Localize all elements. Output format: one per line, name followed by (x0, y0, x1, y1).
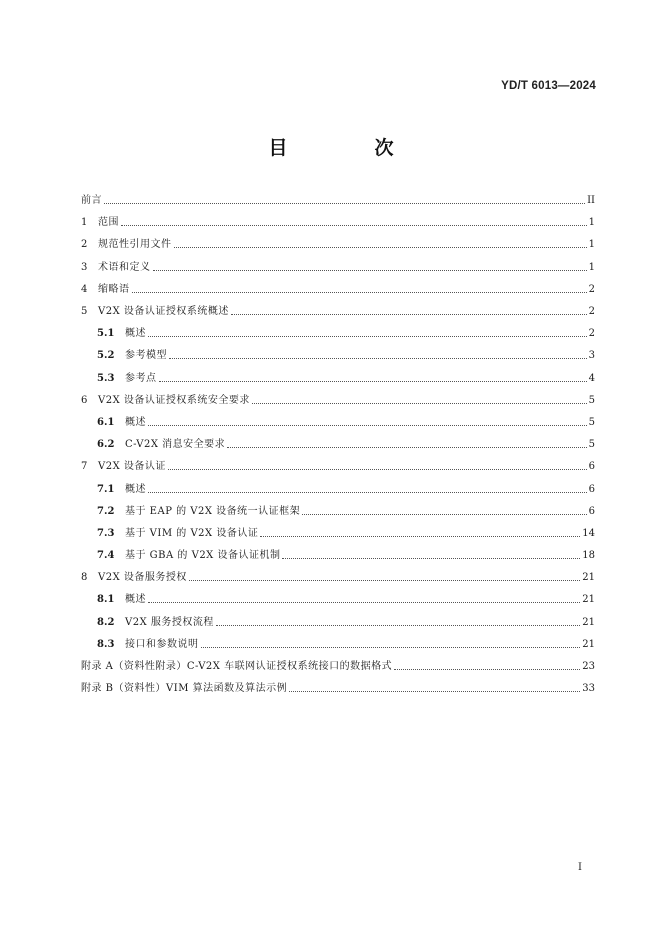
toc-entry-title: 范围 (98, 217, 119, 229)
toc-leader-dots (227, 446, 586, 448)
toc-entry-title: 附录 B（资料性）VIM 算法函数及算法示例 (81, 683, 288, 695)
toc-entry-number: 4 (81, 283, 88, 295)
toc-entry-page: 2 (588, 283, 595, 295)
toc-leader-dots (231, 313, 587, 315)
toc-leader-dots (148, 335, 587, 337)
toc-entry-title: 前言 (81, 195, 102, 207)
toc-entry-page: 23 (582, 661, 595, 673)
toc-leader-dots (148, 424, 587, 426)
toc-entry-number: 5.3 (97, 372, 115, 384)
toc-entry[interactable] (81, 545, 595, 567)
toc-entry-page: 6 (588, 461, 595, 473)
toc-entry-number: 6.1 (97, 416, 115, 428)
toc-leader-dots (189, 579, 580, 581)
toc-entry[interactable] (81, 301, 595, 323)
toc-entry-number: 6 (81, 394, 88, 406)
toc-leader-dots (148, 601, 580, 603)
toc-entry-title: V2X 设备认证授权系统概述 (98, 306, 229, 318)
toc-entry[interactable] (81, 612, 595, 634)
page-number: I (578, 862, 582, 873)
toc-leader-dots (289, 690, 580, 692)
toc-leader-dots (282, 557, 580, 559)
toc-entry[interactable] (81, 678, 595, 700)
toc-leader-dots (260, 535, 580, 537)
toc-entry[interactable] (81, 501, 595, 523)
toc-entry-number: 1 (81, 217, 88, 229)
toc-entry-number: 6.2 (97, 439, 115, 451)
toc-leader-dots (159, 380, 587, 382)
toc-entry-title: 基于 VIM 的 V2X 设备认证 (125, 527, 259, 539)
toc-entry-page: 5 (588, 394, 595, 406)
toc-entry-number: 5 (81, 306, 88, 318)
toc-entry-page: 2 (588, 306, 595, 318)
toc-leader-dots (169, 357, 587, 359)
toc-entry-number: 5.2 (97, 350, 115, 362)
toc-entry-title: 接口和参数说明 (125, 638, 199, 650)
toc-entry[interactable] (81, 190, 595, 212)
toc-entry-page: 14 (582, 527, 595, 539)
toc-entry-page: II (587, 195, 595, 207)
toc-entry[interactable] (81, 257, 595, 279)
toc-leader-dots (201, 646, 581, 648)
toc-entry-page: 6 (588, 483, 595, 495)
toc-entry-number: 8 (81, 572, 88, 584)
toc-entry-number: 2 (81, 239, 88, 251)
toc-leader-dots (168, 468, 587, 470)
toc-entry[interactable] (81, 478, 595, 500)
toc-entry-title: 缩略语 (98, 283, 130, 295)
toc-entry-number: 7.2 (97, 505, 115, 517)
toc-entry-page: 21 (582, 572, 595, 584)
toc-entry-page: 21 (582, 616, 595, 628)
toc-entry-page: 6 (588, 505, 595, 517)
toc-entry-number: 7.4 (97, 550, 115, 562)
toc-entry[interactable] (81, 212, 595, 234)
toc-entry[interactable] (81, 434, 595, 456)
toc-entry-title: 概述 (125, 483, 146, 495)
toc-leader-dots (252, 402, 587, 404)
toc-leader-dots (121, 224, 587, 226)
toc-entry-title: 基于 GBA 的 V2X 设备认证机制 (125, 550, 281, 562)
toc-entry-title: 概述 (125, 328, 146, 340)
toc-entry-title: 术语和定义 (98, 261, 151, 273)
toc-leader-dots (104, 202, 585, 204)
toc-entry-number: 3 (81, 261, 88, 273)
toc-entry[interactable] (81, 656, 595, 678)
toc-entry-page: 5 (588, 439, 595, 451)
toc-entry-number: 8.1 (97, 594, 115, 606)
toc-leader-dots (148, 491, 587, 493)
document-code: YD/T 6013—2024 (501, 80, 596, 92)
toc-entry[interactable] (81, 589, 595, 611)
toc-leader-dots (394, 668, 580, 670)
toc-entry-title: 基于 EAP 的 V2X 设备统一认证框架 (125, 505, 301, 517)
toc-list (81, 190, 595, 700)
toc-entry-page: 5 (588, 416, 595, 428)
toc-entry-title: 规范性引用文件 (98, 239, 172, 251)
toc-entry-title: 附录 A（资料性附录）C-V2X 车联网认证授权系统接口的数据格式 (81, 661, 393, 673)
toc-entry-page: 33 (582, 683, 595, 695)
toc-entry-title: V2X 设备服务授权 (98, 572, 187, 584)
toc-entry-title: 参考模型 (125, 350, 167, 362)
toc-leader-dots (302, 513, 586, 515)
toc-entry[interactable] (81, 634, 595, 656)
toc-entry-number: 5.1 (97, 328, 115, 340)
toc-leader-dots (132, 291, 587, 293)
toc-entry-title: C-V2X 消息安全要求 (125, 439, 226, 451)
toc-entry-number: 7.3 (97, 527, 115, 539)
toc-entry[interactable] (81, 456, 595, 478)
toc-entry-title: 参考点 (125, 372, 157, 384)
toc-entry-page: 21 (582, 638, 595, 650)
toc-entry[interactable] (81, 279, 595, 301)
toc-entry-title: 概述 (125, 594, 146, 606)
toc-entry[interactable] (81, 523, 595, 545)
toc-entry-page: 18 (582, 550, 595, 562)
toc-entry-page: 4 (588, 372, 595, 384)
toc-entry-page: 3 (588, 350, 595, 362)
toc-entry-number: 7 (81, 461, 88, 473)
toc-entry[interactable] (81, 368, 595, 390)
toc-entry-title: V2X 设备认证 (98, 461, 166, 473)
toc-entry[interactable] (81, 412, 595, 434)
toc-entry-page: 1 (588, 261, 595, 273)
toc-entry[interactable] (81, 390, 595, 412)
toc-entry-page: 21 (582, 594, 595, 606)
toc-entry[interactable] (81, 234, 595, 256)
toc-entry-title: V2X 设备认证授权系统安全要求 (98, 394, 250, 406)
toc-entry-page: 1 (588, 239, 595, 251)
toc-entry-number: 7.1 (97, 483, 115, 495)
toc-entry[interactable] (81, 323, 595, 345)
toc-leader-dots (216, 624, 580, 626)
toc-entry-page: 2 (588, 328, 595, 340)
toc-entry[interactable] (81, 345, 595, 367)
toc-entry-page: 1 (588, 217, 595, 229)
toc-title: 目 次 (268, 137, 428, 159)
toc-entry-number: 8.2 (97, 616, 115, 628)
toc-entry[interactable] (81, 567, 595, 589)
toc-leader-dots (153, 269, 587, 271)
toc-leader-dots (174, 246, 587, 248)
toc-entry-title: 概述 (125, 416, 146, 428)
toc-entry-number: 8.3 (97, 638, 115, 650)
toc-entry-title: V2X 服务授权流程 (125, 616, 214, 628)
